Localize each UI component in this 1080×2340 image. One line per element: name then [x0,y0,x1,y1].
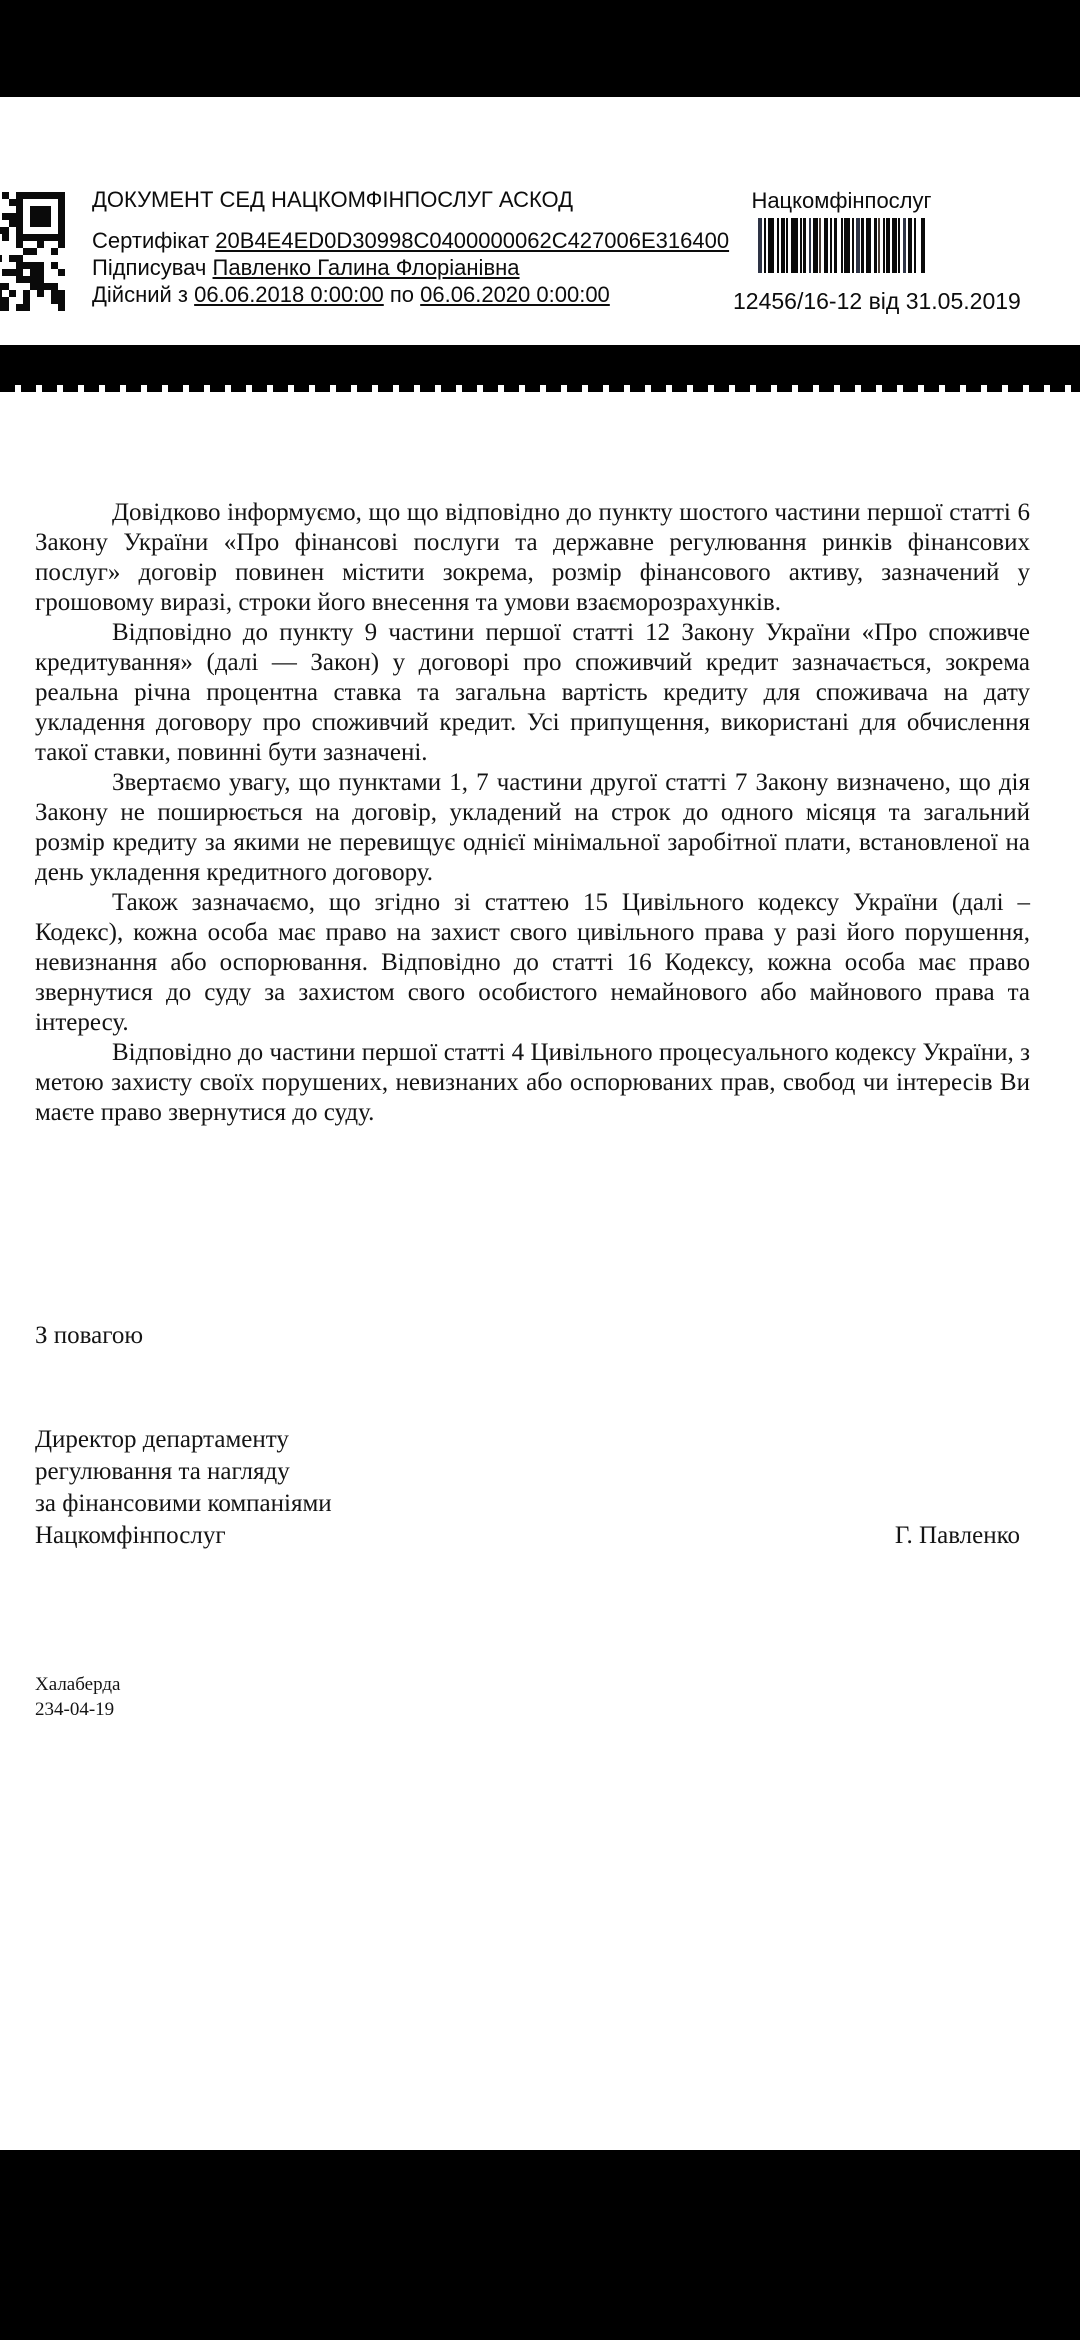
org-name: Нацкомфінпослуг [751,188,932,213]
paragraph: Відповідно до пункту 9 частини першої статті 12 Закону України «Про споживче кредитування» (далі — Закон) у договорі про споживчий кредит зазначається, зокрема реальна річна процентна ставка та загальна вартість кредиту для споживача на дату укладення договору про споживчий кредит. Усі припущення, використані для обчислення такої ставки, повинні бути зазначені. [35,619,1030,766]
redacted-address-band [0,345,1080,385]
signer-org: Нацкомфінпослуг [35,1522,226,1549]
valid-to-date: 06.06.2020 0:00:00 [420,282,610,307]
letterbox-bottom-bar [0,2150,1080,2340]
valid-from-date: 06.06.2018 0:00:00 [194,282,384,307]
document-number: 12456/16-12 від 31.05.2019 [733,288,1021,314]
validity-label: Дійсний з [92,282,189,307]
paragraph: Звертаємо увагу, що пунктами 1, 7 частини другої статті 7 Закону визначено, що дія Закону не поширюється на договір, укладений на строк до одного місяця та загальний розмір кредиту за якими не перевищує однієї мінімальної заробітної плати, встановленої на день укладення кредитного договору. [35,769,1030,886]
signer-value: Павленко Галина Флоріанівна [212,255,520,280]
qr-code-icon [0,192,65,311]
signature-block [35,1424,1020,1552]
executor-block [35,1672,120,1722]
stamp-system-line: ДОКУМЕНТ СЕД НАЦКОМФІНПОСЛУГ АСКОД [92,187,574,212]
validity-conjunction: по [389,282,415,307]
letter-body [35,498,1030,1128]
signer-name: Г. Павленко [894,1522,1020,1549]
signer-title-line: регулювання та нагляду [35,1458,290,1485]
paragraph: Довідково інформуємо, що що відповідно до пункту шостого частини першої статті 6 Закону України «Про фінансові послуги та державне регулювання ринків фінансових послуг» договір повинен містити зокрема, розмір фінансового активу, зазначений у грошовому виразі, строки його внесення та умови взаєморозрахунків. [35,499,1030,616]
signer-title-line: за фінансовими компаніями [35,1490,332,1517]
executor-phone: 234-04-19 [35,1699,115,1720]
paragraph: Відповідно до частини першої статті 4 Цивільного процесуального кодексу України, з метою захисту своїх порушених, невизнаних або оспорюваних прав, свобод чи інтересів Ви маєте право звернутися до суду. [35,1039,1030,1126]
qr-code-pattern [0,192,65,311]
certificate-label: Сертифікат [92,228,210,253]
paragraph: Також зазначаємо, що згідно зі статтею 15 Цивільного кодексу України (далі – Кодекс), кожна особа має право на захист свого цивільного права у разі його порушення, невизнання або оспорювання. Відповідно до статті 16 Кодексу, кожна особа має право звернутися до суду за захистом свого особистого немайнового або майнового права та інтересу. [35,889,1030,1036]
certificate-value: 20B4E4ED0D30998C0400000062C427006E316400 [215,228,730,253]
closing-salutation: З повагою [35,1322,144,1349]
executor-name: Халаберда [35,1674,121,1695]
stamp-certificate-line [92,227,729,254]
stamp-signer-line [92,254,729,281]
letterbox-top-bar [0,0,1080,97]
barcode-icon [758,218,925,273]
digital-signature-stamp [92,186,729,308]
registration-stamp [733,188,1021,314]
stamp-validity-line [92,281,729,308]
signer-label: Підписувач [92,255,207,280]
signature-last-line [35,1520,1020,1552]
signer-title-line: Директор департаменту [35,1426,289,1453]
